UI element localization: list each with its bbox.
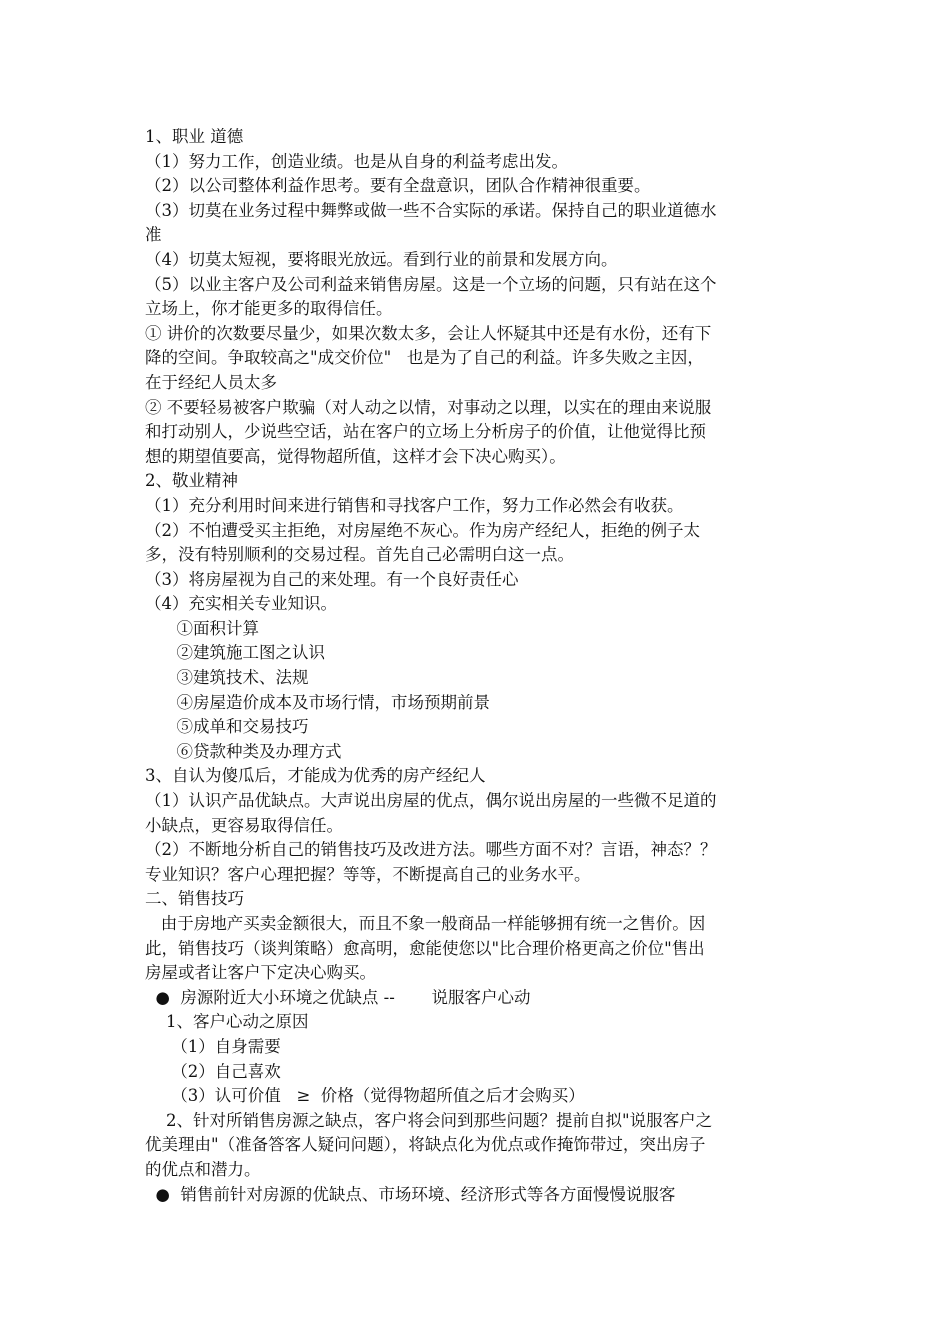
text-line: 专业知识？客户心理把握？等等，不断提高自己的业务水平。 (145, 864, 591, 884)
text-line: 优美理由"（准备答客人疑问问题），将缺点化为优点或作掩饰带过，突出房子 (145, 1135, 706, 1155)
text-line: （2）不怕遭受买主拒绝，对房屋绝不灰心。作为房产经纪人，拒绝的例子太 (145, 520, 700, 540)
text-line: 1、职业 道德 (145, 127, 244, 146)
text-line: 此，销售技巧（谈判策略）愈高明，愈能使您以"比合理价格更高之价位"售出 (145, 938, 705, 958)
text-line: 房屋或者让客户下定决心购买。 (145, 963, 376, 983)
text-line: 在于经纪人员太多 (145, 372, 277, 392)
document-body (145, 125, 815, 1207)
text-line: ⑤成单和交易技巧 (145, 717, 309, 737)
text-line: 2、针对所销售房源之缺点，客户将会问到那些问题？提前自拟"说服客户之 (145, 1110, 713, 1130)
text-line: （3）切莫在业务过程中舞弊或做一些不合实际的承诺。保持自己的职业道德水 (145, 200, 717, 220)
text-line: 想的期望值要高，觉得物超所值，这样才会下决心购买）。 (145, 446, 566, 466)
text-line: （4）充实相关专业知识。 (145, 594, 337, 614)
text-line: （1）认识产品优缺点。大声说出房屋的优点，偶尔说出房屋的一些微不足道的 (145, 791, 717, 811)
text-line: ⑥贷款种类及办理方式 (145, 741, 342, 761)
text-line: （2）自己喜欢 (145, 1061, 281, 1081)
text-line: 3、自认为傻瓜后，才能成为优秀的房产经纪人 (145, 766, 486, 786)
text-line: ● 销售前针对房源的优缺点、市场环境、经济形式等各方面慢慢说服客 (145, 1184, 676, 1204)
text-line: ①面积计算 (145, 618, 259, 638)
text-line: ① 讲价的次数要尽量少，如果次数太多，会让人怀疑其中还是有水份，还有下 (145, 323, 712, 343)
text-line: （3）将房屋视为自己的来处理。有一个良好责任心 (145, 569, 519, 589)
text-line: 和打动别人，少说些空话，站在客户的立场上分析房子的价值，让他觉得比预 (145, 422, 706, 442)
text-line: ● 房源附近大小环境之优缺点 -- 说服客户心动 (145, 987, 531, 1007)
text-line: 多，没有特别顺利的交易过程。首先自己必需明白这一点。 (145, 545, 574, 565)
text-line: （2）以公司整体利益作思考。要有全盘意识，团队合作精神很重要。 (145, 176, 651, 196)
text-line: （1）努力工作，创造业绩。也是从自身的利益考虑出发。 (145, 151, 568, 171)
text-line: 二、销售技巧 (145, 889, 244, 909)
text-line: （2）不断地分析自己的销售技巧及改进方法。哪些方面不对？言语，神态？？ (145, 840, 717, 860)
text-line: 小缺点，更容易取得信任。 (145, 815, 343, 835)
text-line: （1）充分利用时间来进行销售和寻找客户工作，努力工作必然会有收获。 (145, 495, 684, 515)
text-line: （3）认可价值 ≥ 价格（觉得物超所值之后才会购买） (145, 1086, 585, 1106)
text-line: ② 不要轻易被客户欺骗（对人动之以情，对事动之以理，以实在的理由来说服 (145, 397, 712, 417)
text-line: 2、敬业精神 (145, 471, 238, 491)
text-line: ②建筑施工图之认识 (145, 643, 325, 663)
text-line: 降的空间。争取较高之"成交价位" 也是为了自己的利益。许多失败之主因， (145, 348, 704, 368)
text-line: 的优点和潜力。 (145, 1159, 261, 1179)
text-line: ③建筑技术、法规 (145, 668, 309, 688)
text-line: （4）切莫太短视，要将眼光放远。看到行业的前景和发展方向。 (145, 249, 618, 269)
text-line: 准 (145, 225, 162, 245)
text-line: （5）以业主客户及公司利益来销售房屋。这是一个立场的问题，只有站在这个 (145, 274, 717, 294)
text-line: 1、客户心动之原因 (145, 1012, 309, 1032)
text-line: 立场上，你才能更多的取得信任。 (145, 299, 393, 319)
text-line: （1）自身需要 (145, 1036, 281, 1056)
text-line: ④房屋造价成本及市场行情，市场预期前景 (145, 692, 490, 712)
text-line: 由于房地产买卖金额很大，而且不象一般商品一样能够拥有统一之售价。因 (145, 914, 706, 933)
